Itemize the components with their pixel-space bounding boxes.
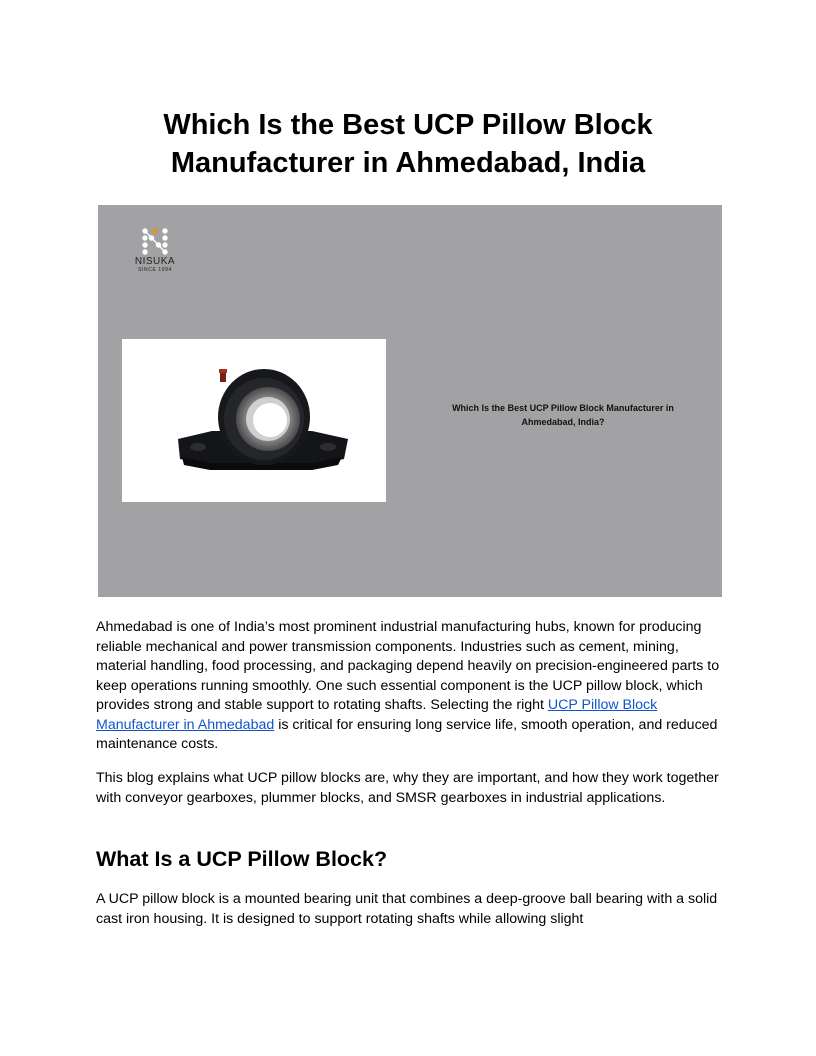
nisuka-logo-mark-icon [140,227,170,255]
manufacturer-link[interactable]: UCP Pillow Block Manufacturer in Ahmedabad [96,697,658,733]
banner-caption: Which Is the Best UCP Pillow Block Manufacturer in Ahmedabad, India? [452,403,674,427]
page-title: Which Is the Best UCP Pillow Block Manufacturer in Ahmedabad, India [163,109,653,179]
logo-name: NISUKA [134,256,176,267]
intro-text-after-link: is critical for ensuring long service life, smooth operation, and reduced maintenance costs. [96,716,718,752]
section-paragraph: A UCP pillow block is a mounted bearing unit that combines a deep-groove ball bearing with a solid cast iron housing. It is designed to support rotating shafts while allowing slight [96,891,718,927]
banner-image [98,205,722,597]
overview-paragraph: This blog explains what UCP pillow blocks are, why they are important, and how they work together with conveyor gearboxes, plummer blocks, and SMSR gearboxes in industrial applications. [96,770,719,806]
intro-paragraph [96,618,722,755]
pillow-block-icon [122,339,386,502]
intro-text-before-link: Ahmedabad is one of India’s most prominent industrial manufacturing hubs, known for producing reliable mechanical and power transmission components. Industries such as cement, mining, material handling, food processing, and packaging depend heavily on precision-engineered parts to keep operations running smoothly. One such essential component is the UCP pillow block, which provides strong and stable support to rotating shafts. Selecting the right [96,619,720,713]
section-heading: What Is a UCP Pillow Block? [96,847,388,871]
logo-since: SINCE 1994 [138,267,172,273]
product-photo [122,339,386,502]
company-logo [125,227,185,273]
